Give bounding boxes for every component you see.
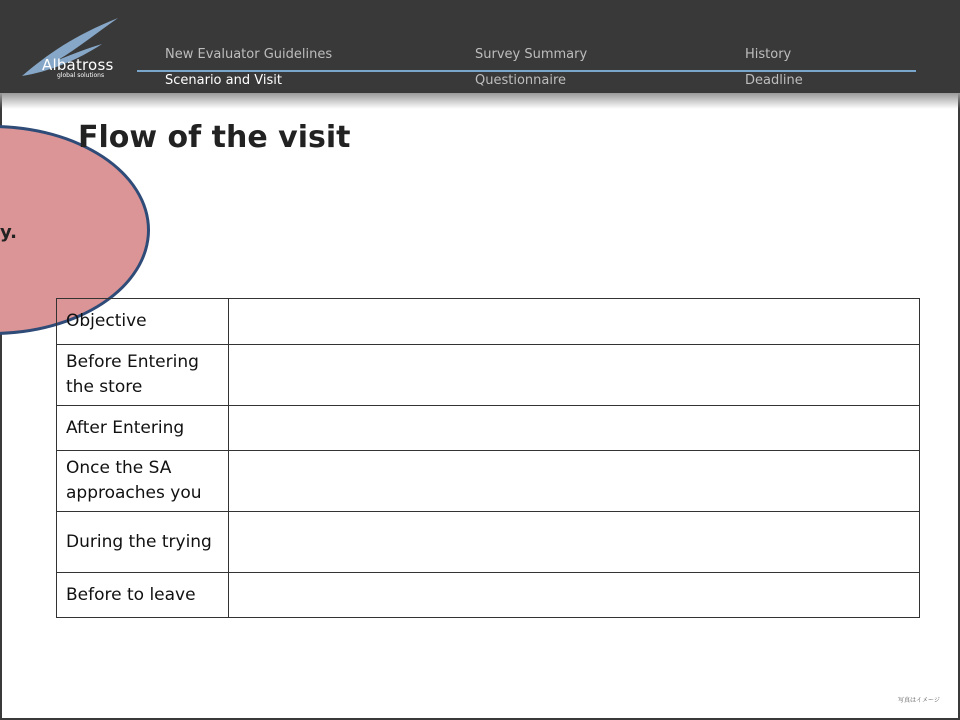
image-note-stamp: 写真はイメージ — [898, 697, 940, 704]
visit-flow-table — [56, 298, 920, 618]
header-shadow — [0, 93, 960, 109]
row-value-sa-approaches — [229, 451, 920, 512]
nav-divider — [137, 70, 916, 72]
row-value-after-entering — [229, 406, 920, 451]
callout-text: y. — [0, 222, 17, 243]
table-row — [57, 345, 920, 406]
nav-deadline[interactable]: Deadline — [745, 73, 803, 88]
nav-history[interactable]: History — [745, 47, 792, 62]
nav-scenario-and-visit[interactable]: Scenario and Visit — [165, 73, 282, 88]
row-label-objective: Objective — [57, 299, 229, 345]
row-label-before-leave: Before to leave — [57, 573, 229, 618]
nav-questionnaire[interactable]: Questionnaire — [475, 73, 567, 88]
header-bar — [0, 0, 960, 93]
table-row — [57, 512, 920, 573]
row-value-before-leave — [229, 573, 920, 618]
table-row — [57, 573, 920, 618]
row-label-sa-approaches: Once the SA approaches you — [57, 451, 229, 512]
nav-survey-summary[interactable]: Survey Summary — [475, 47, 588, 62]
row-value-during-trying — [229, 512, 920, 573]
page-title: Flow of the visit — [78, 120, 351, 155]
row-value-before-entering — [229, 345, 920, 406]
table-row — [57, 451, 920, 512]
table-row — [57, 406, 920, 451]
row-label-during-trying: During the trying — [57, 512, 229, 573]
row-value-objective — [229, 299, 920, 345]
table-row — [57, 299, 920, 345]
row-label-before-entering: Before Entering the store — [57, 345, 229, 406]
row-label-after-entering: After Entering — [57, 406, 229, 451]
logo-wordmark: Albatross — [42, 56, 114, 74]
nav-new-evaluator-guidelines[interactable]: New Evaluator Guidelines — [165, 47, 333, 62]
logo-tagline: global solutions — [57, 72, 105, 79]
